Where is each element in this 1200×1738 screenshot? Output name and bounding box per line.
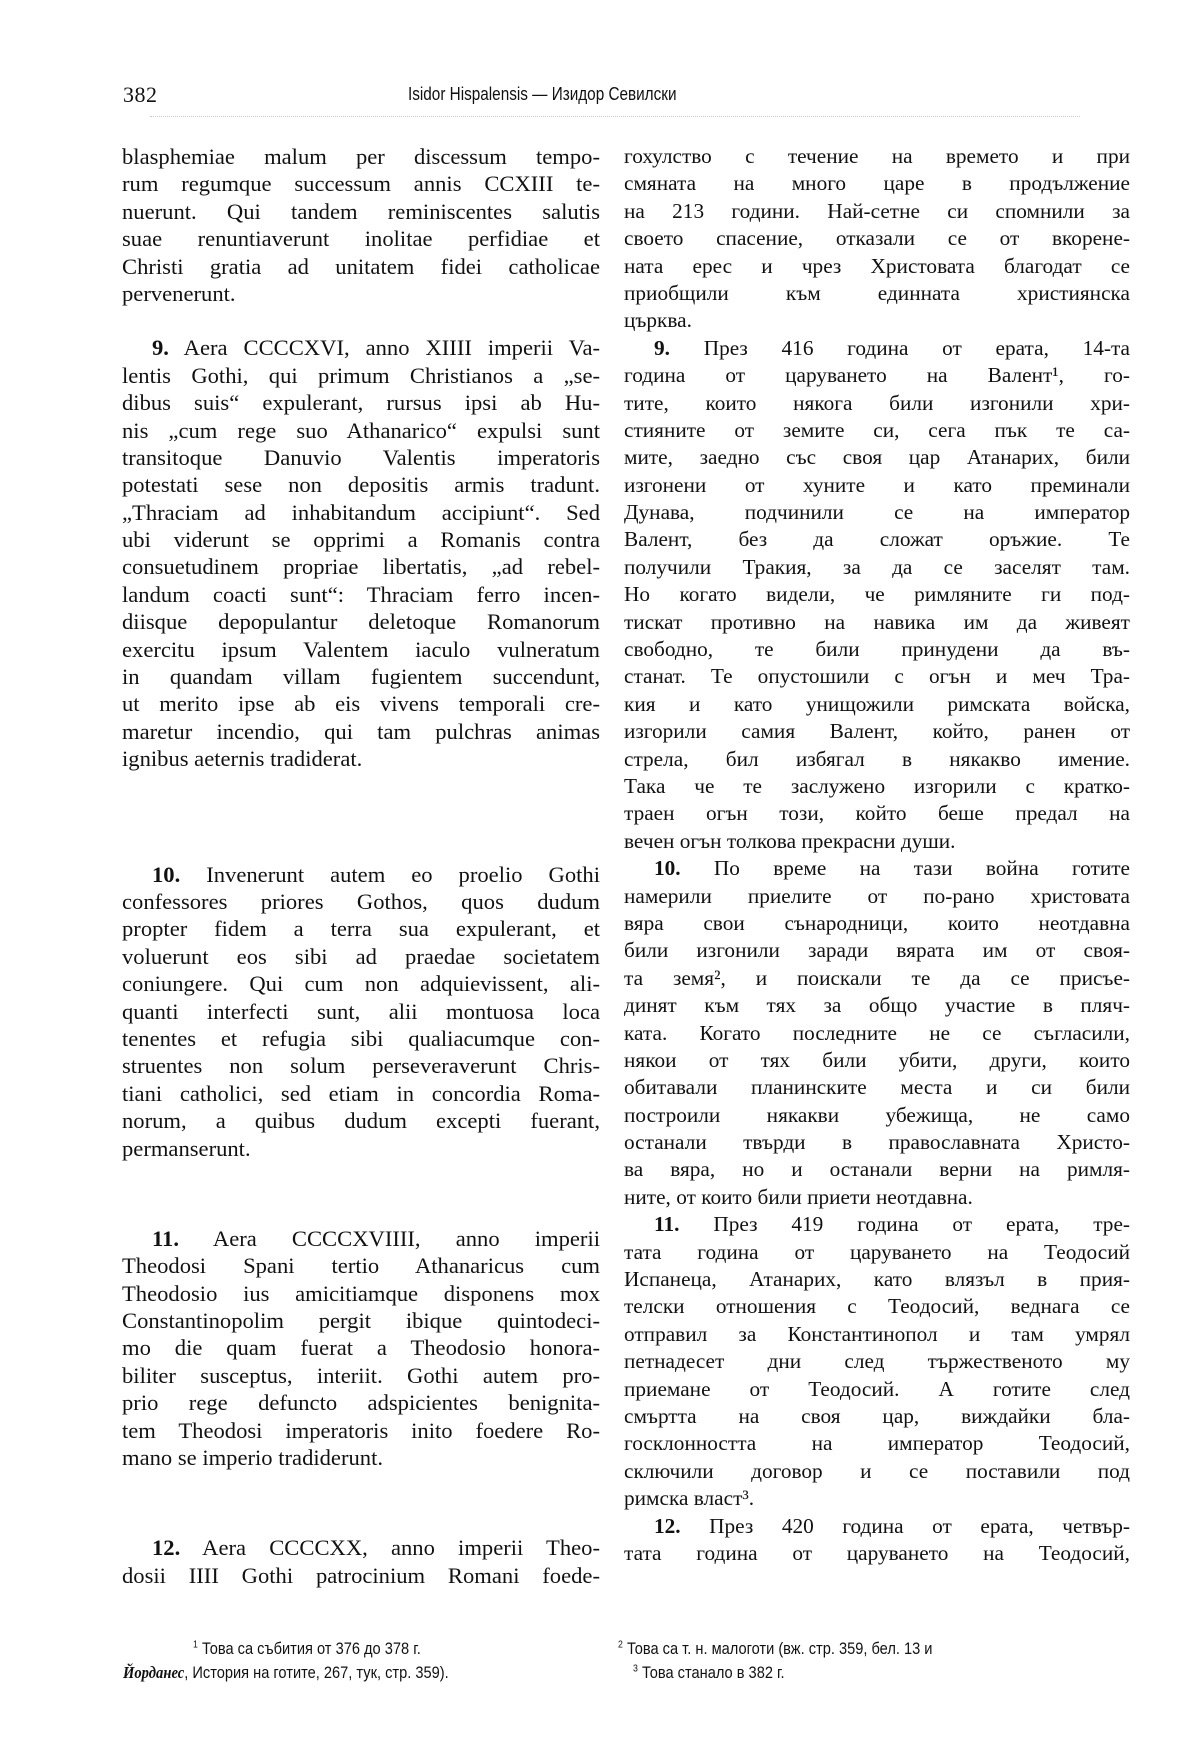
latin-column xyxy=(122,143,600,1589)
text-line: гохулство с течение на времето и при xyxy=(624,144,1130,168)
section-number: 10. xyxy=(152,861,181,887)
text-line: struentes non solum perseveraverunt Chris- xyxy=(122,1053,600,1079)
footnote-text: Това са т. н. малоготи (вж. стр. 359, бел. 13 и xyxy=(626,1639,933,1658)
text-line: propter fidem a terra sua expulerant, et xyxy=(122,916,600,942)
bulgarian-section-10 xyxy=(624,855,1130,1211)
footnote-3 xyxy=(633,1661,785,1685)
text-line: transitoque Danuvio Valentis imperatoris xyxy=(122,444,600,470)
text-line: tem Theodosi imperatoris inito foedere Ro- xyxy=(122,1417,600,1443)
text-line: приобщили към единната християнска xyxy=(624,280,1130,305)
text-line: намерили приелите от по-рано христовата xyxy=(624,883,1130,908)
text-line: изгорили самия Валент, който, ранен от xyxy=(624,719,1130,744)
text-line: tenentes et refugia sibi qualiacumque con- xyxy=(122,1025,600,1051)
footnote-marker: 3 xyxy=(633,1663,638,1675)
section-first-line xyxy=(122,334,600,361)
text-line: voluerunt eos sibi ad praedae societatem xyxy=(122,943,600,969)
text-line: in quandam villam fugientem succendunt, xyxy=(122,664,600,690)
latin-section-11 xyxy=(122,1225,600,1472)
section-number: 11. xyxy=(152,1225,179,1251)
text-line: landum coacti sunt“: Thraciam ferro incen- xyxy=(122,581,600,607)
section-first-line xyxy=(624,1211,1130,1238)
text-line: изгонени от хуните и като преминали xyxy=(624,472,1130,497)
bulgarian-section-12 xyxy=(624,1513,1130,1568)
text-line: Theodosio ius amicitiamque disponens mox xyxy=(122,1280,600,1306)
section-first-line xyxy=(624,1513,1130,1540)
text-line: Constantinopolim pergit ibique quintodeci- xyxy=(122,1308,600,1334)
text-line: permanserunt. xyxy=(122,1135,251,1161)
text-line: тата година от царуването на Теодосий xyxy=(624,1239,1130,1264)
text-line: на 213 години. Най-сетне си спомнили за xyxy=(624,198,1130,223)
text-line: вечен огън толкова прекрасни души. xyxy=(624,828,956,853)
text-line: някои от тях били убити, други, които xyxy=(624,1047,1130,1072)
text-line: петнадесет дни след тържественото му xyxy=(624,1349,1130,1374)
footnote-marker: 1 xyxy=(193,1639,198,1651)
text-line: consuetudinem propriae libertatis, „ad rebel- xyxy=(122,554,600,580)
text-line: Aera CCCCXVI, anno XIIII imperii Va- xyxy=(183,335,600,361)
text-line: смъртта на своя цар, виждайки бла- xyxy=(624,1403,1130,1428)
text-line: вяра свои сънародници, които неотдавна xyxy=(624,910,1130,935)
text-line: получили Тракия, за да се заселят там. xyxy=(624,554,1130,579)
header-divider xyxy=(150,116,1080,117)
section-number: 9. xyxy=(152,335,169,361)
latin-section-10 xyxy=(122,861,600,1162)
bulgarian-column xyxy=(624,143,1130,1567)
text-line: приемане от Теодосий. А готите след xyxy=(624,1376,1130,1401)
text-line: римска власт³. xyxy=(624,1486,755,1511)
text-line: обитавали планинските места и си били xyxy=(624,1075,1130,1100)
text-line: станат. Те опустошили с огън и меч Тра- xyxy=(624,664,1130,689)
text-line: отправил за Константинопол и там умрял xyxy=(624,1321,1130,1346)
text-line: Но когато видели, че римляните ги под- xyxy=(624,582,1130,607)
footnote-text: Това станало в 382 г. xyxy=(641,1663,785,1682)
section-number: 10. xyxy=(654,856,681,881)
text-line: Christi gratia ad unitatem fidei catholicae xyxy=(122,253,600,279)
text-line: prio rege defuncto adspicientes benignita- xyxy=(122,1390,600,1416)
footnote-continuation xyxy=(123,1661,449,1685)
footnote-text: , История на готите, 267, тук, стр. 359). xyxy=(184,1663,449,1682)
text-line: смяната на много царе в продължение xyxy=(624,171,1130,196)
latin-section-12 xyxy=(122,1534,600,1589)
text-line: телски отношения с Теодосий, веднага се xyxy=(624,1294,1130,1319)
text-line: confessores priores Gothos, quos dudum xyxy=(122,888,600,914)
text-line: quanti interfecti sunt, alii montuosa loca xyxy=(122,998,600,1024)
page-header xyxy=(123,82,1083,112)
text-line: mo die quam fuerat a Theodosio honora- xyxy=(122,1335,600,1361)
footnote-2 xyxy=(618,1637,932,1661)
text-line: тискат противно на навика им да живеят xyxy=(624,609,1130,634)
text-line: blasphemiae malum per discessum tempo- xyxy=(122,144,600,169)
section-first-line xyxy=(624,335,1130,362)
text-line: тата година от царуването на Теодосий, xyxy=(624,1540,1130,1565)
section-number: 12. xyxy=(654,1513,681,1538)
text-line: останали твърди в православната Христо- xyxy=(624,1130,1130,1155)
text-line: През 420 година от ерата, четвър- xyxy=(709,1513,1130,1538)
text-line: diisque depopulantur deletoque Romanorum xyxy=(122,609,600,635)
bulgarian-section-9 xyxy=(624,335,1130,855)
text-line: ната ерес и чрез Христовата благодат се xyxy=(624,253,1130,278)
text-line: Дунава, подчинили се на император xyxy=(624,500,1130,525)
text-line: ните, от които били приети неотдавна. xyxy=(624,1184,973,1209)
text-line: Aera CCCCXX, anno imperii Theo- xyxy=(202,1535,600,1561)
text-line: стияните от земите си, сега пък те са- xyxy=(624,417,1130,442)
text-line: кия и като унищожили римската войска, xyxy=(624,691,1130,716)
text-line: траен огън този, който беше предал на xyxy=(624,801,1130,826)
text-line: dosii IIII Gothi patrocinium Romani foede- xyxy=(122,1562,600,1588)
section-first-line xyxy=(122,861,600,888)
text-line: ut merito ipse ab eis vivens temporali cre- xyxy=(122,691,600,717)
text-line: coniungere. Qui cum non adquievissent, ali- xyxy=(122,971,600,997)
text-line: година от царуването на Валент¹, го- xyxy=(624,363,1130,388)
footnote-marker: 2 xyxy=(618,1639,623,1651)
text-line: Theodosi Spani tertio Athanaricus cum xyxy=(122,1253,600,1279)
latin-section-9 xyxy=(122,334,600,772)
text-line: стрела, бил избягал в някакво имение. xyxy=(624,746,1130,771)
running-title: Isidor Hispalensis — Изидор Севилски xyxy=(408,84,677,104)
text-line: своето спасение, отказали се от вкорене- xyxy=(624,226,1130,251)
section-first-line xyxy=(624,855,1130,882)
text-line: „Thraciam ad inhabitandum accipiunt“. Sed xyxy=(122,499,600,525)
section-first-line xyxy=(122,1534,600,1561)
footnote-1 xyxy=(193,1637,421,1661)
text-line: госклонността на император Теодосий, xyxy=(624,1431,1130,1456)
text-line: сключили договор и се поставили под xyxy=(624,1458,1130,1483)
text-line: построили някакви убежища, не само xyxy=(624,1102,1130,1127)
latin-intro xyxy=(122,143,600,307)
section-number: 11. xyxy=(654,1212,680,1237)
text-line: Aera CCCCXVIIII, anno imperii xyxy=(212,1225,600,1251)
section-first-line xyxy=(122,1225,600,1252)
text-line: pervenerunt. xyxy=(122,280,236,306)
text-line: През 416 година от ерата, 14-та xyxy=(703,335,1130,360)
text-line: тите, които някога били изгонили хри- xyxy=(624,390,1130,415)
text-line: ката. Когато последните не се съгласили, xyxy=(624,1020,1130,1045)
text-line: potestati sese non depositis armis tradunt. xyxy=(122,472,600,498)
text-line: ignibus aeternis tradiderat. xyxy=(122,746,363,772)
text-line: mano se imperio tradiderunt. xyxy=(122,1445,384,1471)
section-number: 12. xyxy=(152,1535,181,1561)
bulgarian-section-11 xyxy=(624,1211,1130,1512)
text-line: били изгонили заради вярата им от своя- xyxy=(624,938,1130,963)
text-line: Invenerunt autem eo proelio Gothi xyxy=(206,861,600,887)
text-line: църква. xyxy=(624,308,692,333)
text-line: Така че те заслужено изгорили с кратко- xyxy=(624,773,1130,798)
text-line: та земя², и поискали те да се присъе- xyxy=(624,965,1130,990)
text-line: maretur incendio, qui tam pulchras animas xyxy=(122,718,600,744)
text-line: nis „cum rege suo Athanarico“ expulsi sunt xyxy=(122,417,600,443)
text-line: exercitu ipsum Valentem iaculo vulneratum xyxy=(122,636,600,662)
section-number: 9. xyxy=(654,335,670,360)
text-line: свободно, те били принудени да въ- xyxy=(624,637,1130,662)
text-line: ва вяра, но и останали верни на римля- xyxy=(624,1157,1130,1182)
footnote-text: Това са събития от 376 до 378 г. xyxy=(201,1639,421,1658)
text-line: динят към тях за общо участие в пляч- xyxy=(624,993,1130,1018)
text-line: norum, a quibus dudum excepti fuerant, xyxy=(122,1108,600,1134)
text-line: Испанеца, Атанарих, като влязъл в прия- xyxy=(624,1267,1130,1292)
text-line: dibus suis“ expulerant, rursus ipsi ab Hu- xyxy=(122,390,600,416)
text-line: nuerunt. Qui tandem reminiscentes salutis xyxy=(122,198,600,224)
text-line: ubi viderunt se opprimi a Romanis contra xyxy=(122,527,600,553)
text-line: tiani catholici, sed etiam in concordia Roma- xyxy=(122,1080,600,1106)
bulgarian-intro xyxy=(624,143,1130,335)
text-line: През 419 година от ерата, тре- xyxy=(713,1212,1130,1237)
text-line: По време на тази война готите xyxy=(713,856,1130,881)
text-line: biliter susceptus, interiit. Gothi autem pro- xyxy=(122,1362,600,1388)
text-line: rum regumque successum annis CCXIII te- xyxy=(122,171,600,197)
text-line: suae renuntiaverunt inolitae perfidiae et xyxy=(122,226,600,252)
text-line: мите, заедно със своя цар Атанарих, били xyxy=(624,445,1130,470)
footnote-author: Йорданес xyxy=(123,1663,185,1682)
text-line: lentis Gothi, qui primum Christianos a „se- xyxy=(122,362,600,388)
text-line: Валент, без да сложат оръжие. Те xyxy=(624,527,1130,552)
page-number: 382 xyxy=(123,82,158,107)
